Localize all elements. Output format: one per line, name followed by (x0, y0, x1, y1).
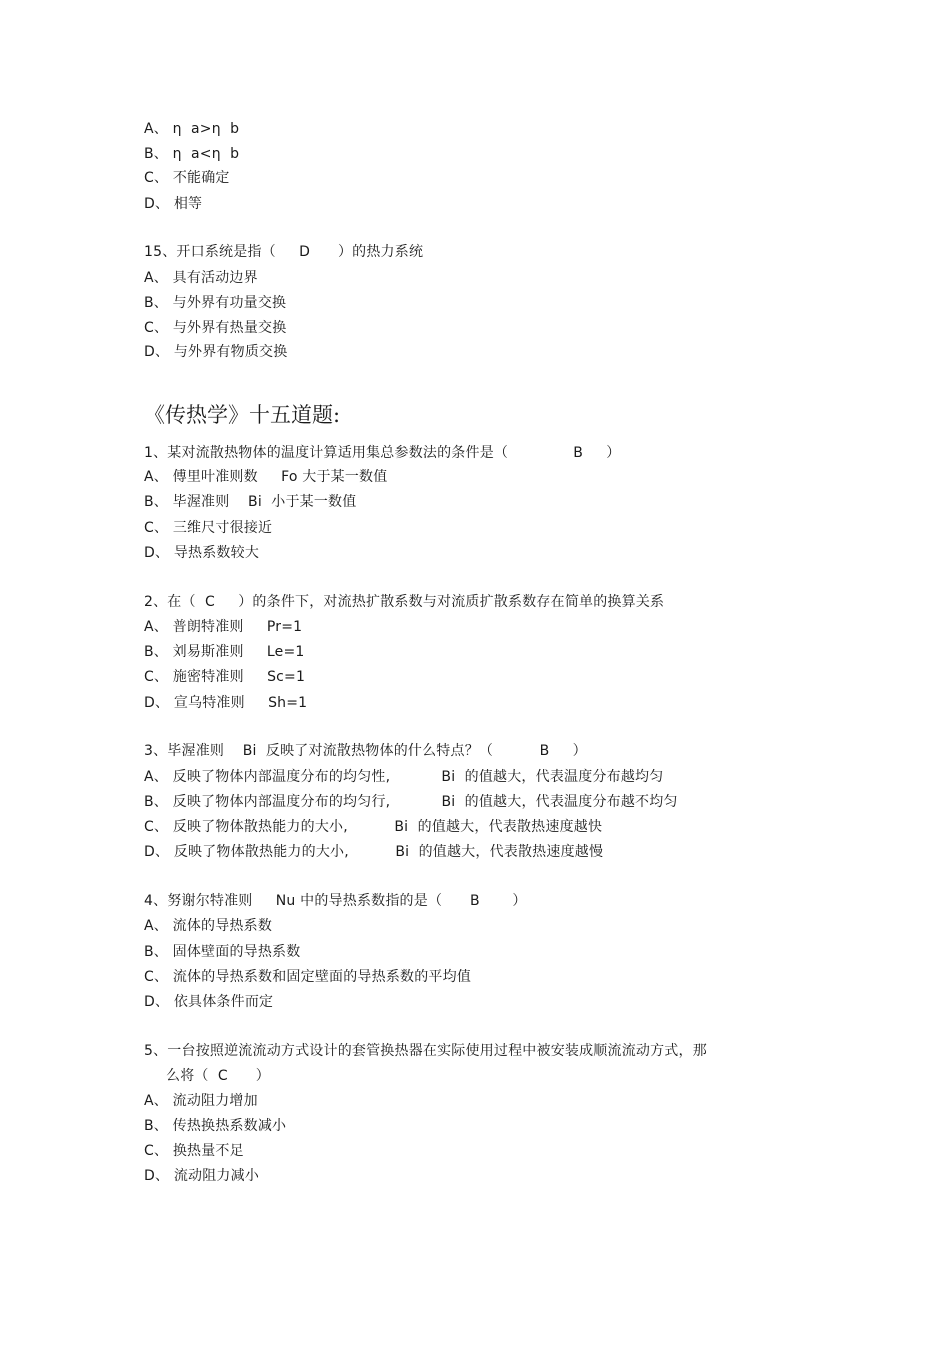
option-d: D、 与外界有物质交换 (144, 344, 288, 360)
option-b: B、 反映了物体内部温度分布的均匀行, Bi 的值越大，代表温度分布越不均匀 (144, 794, 678, 810)
option-c: C、 换热量不足 (144, 1143, 244, 1159)
question-3-stem: 3、毕渥准则 Bi 反映了对流散热物体的什么特点？（ B ） (144, 743, 587, 759)
question-4-stem: 4、努谢尔特准则 Nu 中的导热系数指的是（ B ） (144, 893, 527, 909)
option-d: D、 依具体条件而定 (144, 994, 274, 1010)
option-d: D、 导热系数较大 (144, 545, 260, 561)
option-d: D、 宣乌特准则 Sh=1 (144, 695, 308, 711)
option-b: B、 固体壁面的导热系数 (144, 944, 301, 960)
option-a: A、 η a>η b (144, 121, 240, 137)
option-a: A、 普朗特准则 Pr=1 (144, 619, 303, 635)
option-c: C、 反映了物体散热能力的大小, Bi 的值越大，代表散热速度越快 (144, 819, 603, 835)
option-c: C、 不能确定 (144, 170, 230, 186)
option-b: B、 刘易斯准则 Le=1 (144, 644, 305, 660)
question-5-stem: 5、一台按照逆流流动方式设计的套管换热器在实际使用过程中被安装成顺流流动方式，那 (144, 1043, 707, 1059)
section-heading: 《传热学》十五道题: (144, 403, 341, 427)
option-a: A、 具有活动边界 (144, 270, 258, 286)
option-d: D、 流动阻力减小 (144, 1168, 260, 1184)
option-b: B、 毕渥准则 Bi 小于某一数值 (144, 494, 357, 510)
option-d: D、 相等 (144, 196, 203, 212)
option-a: A、 反映了物体内部温度分布的均匀性, Bi 的值越大，代表温度分布越均匀 (144, 769, 664, 785)
question-2-stem: 2、在（ C ）的条件下，对流热扩散系数与对流质扩散系数存在简单的换算关系 (144, 594, 665, 610)
option-c: C、 施密特准则 Sc=1 (144, 669, 306, 685)
option-a: A、 傅里叶准则数 Fo 大于某一数值 (144, 469, 388, 485)
option-c: C、 三维尺寸很接近 (144, 520, 273, 536)
option-a: A、 流动阻力增加 (144, 1093, 258, 1109)
option-b: B、 η a<η b (144, 146, 240, 162)
question-1-stem: 1、某对流散热物体的温度计算适用集总参数法的条件是（ B ） (144, 445, 621, 461)
option-d: D、 反映了物体散热能力的大小, Bi 的值越大，代表散热速度越慢 (144, 844, 604, 860)
option-b: B、 与外界有功量交换 (144, 295, 287, 311)
option-a: A、 流体的导热系数 (144, 918, 273, 934)
option-b: B、 传热换热系数减小 (144, 1118, 287, 1134)
question-5-stem-continued: 么将（ C ） (166, 1068, 270, 1084)
question-15-stem: 15、开口系统是指（ D ）的热力系统 (144, 244, 424, 260)
option-c: C、 流体的导热系数和固定壁面的导热系数的平均值 (144, 969, 472, 985)
option-c: C、 与外界有热量交换 (144, 320, 287, 336)
